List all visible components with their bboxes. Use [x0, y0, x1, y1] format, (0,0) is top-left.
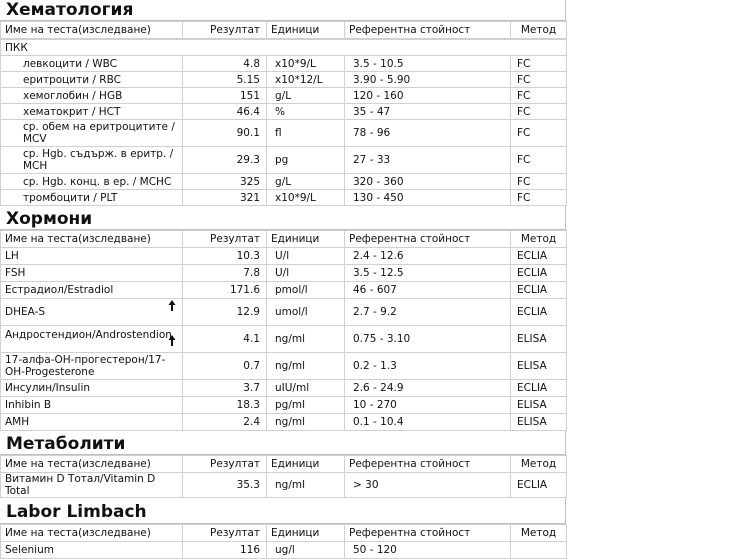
- reference-range: 3.5 - 10.5: [345, 56, 511, 72]
- reference-range: 120 - 160: [345, 88, 511, 104]
- column-header-reference: Референтна стойност: [345, 525, 511, 542]
- test-name: Витамин D Тотал/Vitamin D Total: [5, 473, 156, 497]
- column-header-result: Резултат: [183, 22, 267, 39]
- reference-range: 78 - 96: [345, 120, 511, 147]
- method-value: FC: [511, 147, 567, 174]
- section-labor-limbach: [0, 498, 566, 559]
- method-value: ECLIA: [511, 473, 567, 498]
- results-table: [0, 230, 567, 431]
- column-header-name: Име на теста(изследване): [1, 231, 183, 248]
- reference-range: 2.6 - 24.9: [345, 380, 511, 397]
- column-header-name: Име на теста(изследване): [1, 22, 183, 39]
- reference-range: 3.90 - 5.90: [345, 72, 511, 88]
- result-value: 325: [183, 174, 267, 190]
- table-row: [1, 353, 567, 380]
- result-value: 151: [183, 88, 267, 104]
- result-value: 3.7: [183, 380, 267, 397]
- table-row: [1, 88, 567, 104]
- reference-range: 35 - 47: [345, 104, 511, 120]
- column-header-method: Метод: [511, 22, 567, 39]
- unit-value: x10*9/L: [267, 190, 345, 206]
- result-value: 5.15: [183, 72, 267, 88]
- method-value: ECLIA: [511, 380, 567, 397]
- column-header-reference: Референтна стойност: [345, 456, 511, 473]
- result-value: 46.4: [183, 104, 267, 120]
- unit-value: x10*9/L: [267, 56, 345, 72]
- method-value: ELISA: [511, 326, 567, 353]
- unit-value: ng/ml: [267, 414, 345, 431]
- test-name: еритроцити / RBC: [23, 73, 121, 86]
- test-name: AMH: [5, 416, 30, 428]
- column-header-reference: Референтна стойност: [345, 231, 511, 248]
- unit-value: g/L: [267, 174, 345, 190]
- test-name: тромбоцити / PLT: [23, 191, 118, 204]
- method-value: FC: [511, 88, 567, 104]
- test-name: хематокрит / HCT: [23, 105, 121, 118]
- unit-value: pmol/l: [267, 282, 345, 299]
- unit-value: %: [267, 104, 345, 120]
- section-title: Метаболити: [0, 431, 566, 455]
- test-name: ср. Hgb. съдърж. в еритр. / MCH: [23, 148, 174, 172]
- column-header-name: Име на теста(изследване): [1, 525, 183, 542]
- unit-value: umol/l: [267, 299, 345, 326]
- column-header-method: Метод: [511, 456, 567, 473]
- method-value: ECLIA: [511, 299, 567, 326]
- result-value: 7.8: [183, 265, 267, 282]
- reference-range: 46 - 607: [345, 282, 511, 299]
- column-header-method: Метод: [511, 525, 567, 542]
- method-value: FC: [511, 72, 567, 88]
- reference-range: 130 - 450: [345, 190, 511, 206]
- method-value: FC: [511, 104, 567, 120]
- method-value: ELISA: [511, 353, 567, 380]
- group-label: ПКК: [1, 40, 567, 56]
- section-title: Хормони: [0, 206, 566, 230]
- unit-value: ug/l: [267, 542, 345, 559]
- result-value: 0.7: [183, 353, 267, 380]
- table-header: [1, 231, 567, 248]
- section-hormones: [0, 206, 566, 431]
- group-row: [1, 40, 567, 56]
- test-name: Selenium: [5, 544, 54, 556]
- reference-range: 50 - 120: [345, 542, 511, 559]
- column-header-units: Единици: [267, 22, 345, 39]
- method-value: [511, 542, 567, 559]
- table-row: [1, 414, 567, 431]
- unit-value: uIU/ml: [267, 380, 345, 397]
- results-table: [0, 21, 567, 39]
- method-value: FC: [511, 120, 567, 147]
- table-header: [1, 22, 567, 39]
- table-row: [1, 326, 567, 353]
- method-value: FC: [511, 174, 567, 190]
- unit-value: U/l: [267, 265, 345, 282]
- column-header-units: Единици: [267, 456, 345, 473]
- unit-value: ng/ml: [267, 473, 345, 498]
- result-value: 116: [183, 542, 267, 559]
- table-row: [1, 72, 567, 88]
- unit-value: x10*12/L: [267, 72, 345, 88]
- column-header-units: Единици: [267, 231, 345, 248]
- unit-value: ng/ml: [267, 353, 345, 380]
- reference-range: 0.1 - 10.4: [345, 414, 511, 431]
- test-name: левкоцити / WBC: [23, 57, 117, 70]
- reference-range: 2.4 - 12.6: [345, 248, 511, 265]
- result-value: 90.1: [183, 120, 267, 147]
- reference-range: 0.75 - 3.10: [345, 326, 511, 353]
- table-row: [1, 190, 567, 206]
- reference-range: 2.7 - 9.2: [345, 299, 511, 326]
- test-name: Естрадиол/Estradiol: [5, 284, 114, 296]
- column-header-name: Име на теста(изследване): [1, 456, 183, 473]
- reference-range: > 30: [345, 473, 511, 498]
- result-value: 29.3: [183, 147, 267, 174]
- method-value: ELISA: [511, 397, 567, 414]
- unit-value: g/L: [267, 88, 345, 104]
- unit-value: pg/ml: [267, 397, 345, 414]
- section-metabolites: [0, 431, 566, 498]
- column-header-method: Метод: [511, 231, 567, 248]
- column-header-result: Резултат: [183, 231, 267, 248]
- column-header-result: Резултат: [183, 456, 267, 473]
- test-name: 17-алфа-OH-прогестерон/17-OH-Progesterone: [5, 354, 166, 378]
- test-name: ср. Hgb. конц. в ер. / MCHC: [23, 175, 172, 188]
- reference-range: 0.2 - 1.3: [345, 353, 511, 380]
- test-name: Inhibin B: [5, 399, 52, 411]
- column-header-reference: Референтна стойност: [345, 22, 511, 39]
- test-name: DHEA-S: [5, 306, 46, 318]
- table-row: [1, 380, 567, 397]
- table-header: [1, 525, 567, 542]
- method-value: FC: [511, 56, 567, 72]
- table-row: [1, 56, 567, 72]
- table-row: [1, 120, 567, 147]
- method-value: ECLIA: [511, 282, 567, 299]
- result-value: 321: [183, 190, 267, 206]
- results-table-body: [0, 39, 567, 206]
- test-name: FSH: [5, 267, 26, 279]
- reference-range: 320 - 360: [345, 174, 511, 190]
- unit-value: ng/ml: [267, 326, 345, 353]
- results-table: [0, 455, 567, 498]
- result-value: 10.3: [183, 248, 267, 265]
- up-arrow-icon: [166, 300, 178, 314]
- table-row: [1, 473, 567, 498]
- method-value: ECLIA: [511, 265, 567, 282]
- result-value: 171.6: [183, 282, 267, 299]
- reference-range: 3.5 - 12.5: [345, 265, 511, 282]
- test-name: Инсулин/Insulin: [5, 382, 91, 394]
- method-value: ELISA: [511, 414, 567, 431]
- table-row: [1, 248, 567, 265]
- unit-value: U/l: [267, 248, 345, 265]
- method-value: FC: [511, 190, 567, 206]
- unit-value: fl: [267, 120, 345, 147]
- table-row: [1, 174, 567, 190]
- result-value: 35.3: [183, 473, 267, 498]
- table-row: [1, 282, 567, 299]
- test-name: LH: [5, 250, 19, 262]
- result-value: 4.1: [183, 326, 267, 353]
- column-header-units: Единици: [267, 525, 345, 542]
- table-header: [1, 456, 567, 473]
- result-value: 18.3: [183, 397, 267, 414]
- result-value: 12.9: [183, 299, 267, 326]
- section-title: Хематология: [0, 0, 566, 21]
- table-row: [1, 542, 567, 559]
- section-title: Labor Limbach: [0, 498, 566, 524]
- table-row: [1, 104, 567, 120]
- test-name: ср. обем на еритроцитите / MCV: [23, 121, 175, 145]
- result-value: 4.8: [183, 56, 267, 72]
- method-value: ECLIA: [511, 248, 567, 265]
- test-name: Андростендион/Androstendion: [5, 329, 172, 341]
- column-header-result: Резултат: [183, 525, 267, 542]
- table-row: [1, 265, 567, 282]
- test-name: хемоглобин / HGB: [23, 89, 123, 102]
- result-value: 2.4: [183, 414, 267, 431]
- table-row: [1, 299, 567, 326]
- unit-value: pg: [267, 147, 345, 174]
- reference-range: 10 - 270: [345, 397, 511, 414]
- table-row: [1, 397, 567, 414]
- reference-range: 27 - 33: [345, 147, 511, 174]
- section-hematology: [0, 0, 566, 206]
- table-row: [1, 147, 567, 174]
